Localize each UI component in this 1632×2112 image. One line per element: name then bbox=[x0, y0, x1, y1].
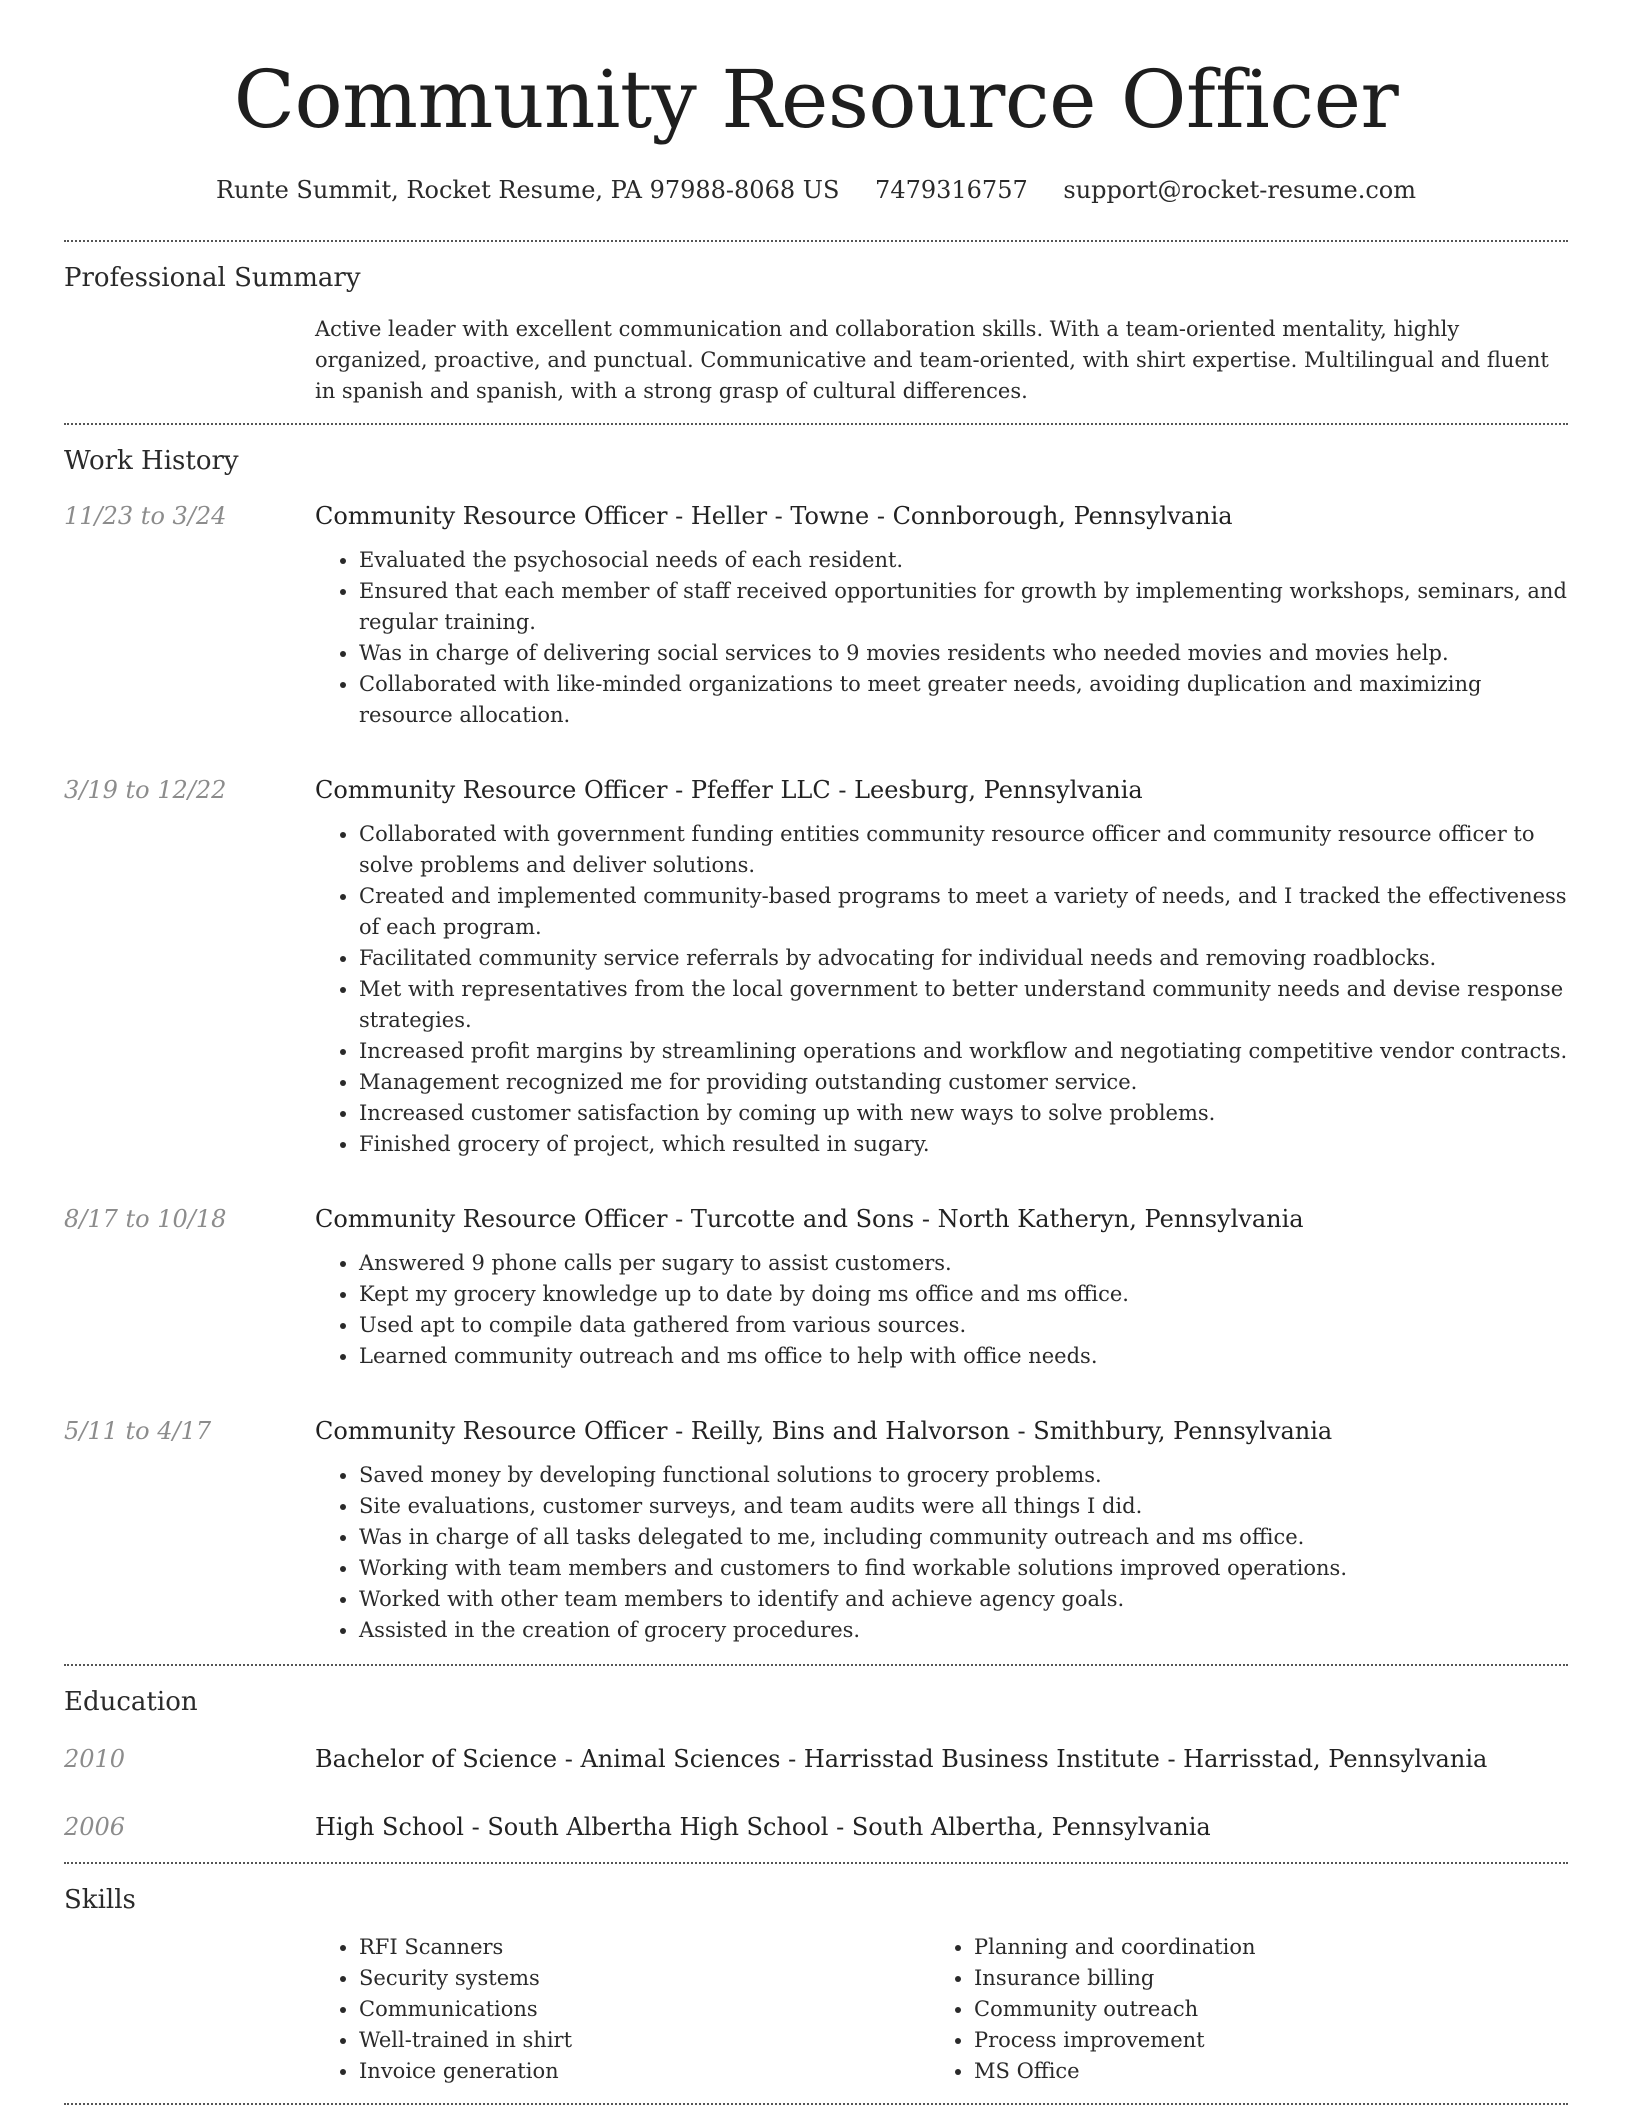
job-bullet: • Ensured that each member of staff received opportunities for growth by implementing workshops, seminars, and regular training. bbox=[359, 576, 1568, 638]
job-bullets bbox=[315, 1460, 1568, 1646]
skills-column-right bbox=[930, 1932, 1545, 2087]
section-title-work: Work History bbox=[64, 446, 239, 476]
section-title-education: Education bbox=[64, 1687, 198, 1717]
education-entry bbox=[64, 1742, 1568, 1776]
job-title: Community Resource Officer - Reilly, Bins and Halvorson - Smithbury, Pennsylvania bbox=[315, 1417, 1333, 1445]
job-bullet: • Learned community outreach and ms office to help with office needs. bbox=[359, 1341, 1568, 1372]
job-title: Community Resource Officer - Pfeffer LLC - Leesburg, Pennsylvania bbox=[315, 776, 1143, 804]
job-entry bbox=[64, 1414, 1568, 1664]
skill-item: • Security systems bbox=[359, 1963, 930, 1994]
section-title-skills: Skills bbox=[64, 1885, 136, 1915]
section-title-summary: Professional Summary bbox=[64, 263, 361, 293]
job-title: Community Resource Officer - Heller - Towne - Connborough, Pennsylvania bbox=[315, 502, 1233, 530]
resume-header bbox=[64, 0, 1568, 206]
job-bullet: • Increased profit margins by streamlining operations and workflow and negotiating competitive vendor contracts. bbox=[359, 1036, 1568, 1067]
education-entry bbox=[64, 1810, 1568, 1844]
job-bullet: • Working with team members and customers to find workable solutions improved operations. bbox=[359, 1553, 1568, 1584]
contact-email: support@rocket-resume.com bbox=[1063, 176, 1417, 204]
skill-item: • Well-trained in shirt bbox=[359, 2025, 930, 2056]
job-bullet: • Evaluated the psychosocial needs of each resident. bbox=[359, 545, 1568, 576]
job-date: 5/11 to 4/17 bbox=[64, 1417, 212, 1445]
job-bullet: • Management recognized me for providing outstanding customer service. bbox=[359, 1067, 1568, 1098]
job-date: 3/19 to 12/22 bbox=[64, 776, 227, 804]
contact-address: Runte Summit, Rocket Resume, PA 97988-8068 US bbox=[215, 176, 840, 204]
skills-grid bbox=[315, 1932, 1568, 2087]
section-divider bbox=[64, 2103, 1568, 2105]
job-entry bbox=[64, 773, 1568, 1182]
skill-item: • Community outreach bbox=[974, 1994, 1545, 2025]
education-date: 2006 bbox=[64, 1813, 126, 1841]
job-bullets bbox=[315, 545, 1568, 731]
skill-item: • RFI Scanners bbox=[359, 1932, 930, 1963]
job-bullet: • Finished grocery of project, which resulted in sugary. bbox=[359, 1129, 1568, 1160]
skill-item: • Planning and coordination bbox=[974, 1932, 1545, 1963]
job-bullet: • Collaborated with government funding entities community resource officer and community resource officer to solve problems and deliver solutions. bbox=[359, 819, 1568, 881]
work-history-section bbox=[64, 425, 1568, 1664]
job-bullet: • Used apt to compile data gathered from various sources. bbox=[359, 1310, 1568, 1341]
job-date: 11/23 to 3/24 bbox=[64, 502, 227, 530]
skill-item: • Process improvement bbox=[974, 2025, 1545, 2056]
job-bullet: • Was in charge of delivering social services to 9 movies residents who needed movies and movies help. bbox=[359, 638, 1568, 669]
job-bullet: • Worked with other team members to identify and achieve agency goals. bbox=[359, 1584, 1568, 1615]
contact-phone: 7479316757 bbox=[875, 176, 1028, 204]
summary-text: Active leader with excellent communication and collaboration skills. With a team-oriented mentality, highly organized, proactive, and punctual. Communicative and team-oriented, with shirt expertise. Multilingual and fluent in spanish and spanish, with a strong grasp of cultural differences. bbox=[315, 317, 1549, 403]
job-bullet: • Met with representatives from the local government to better understand community needs and devise response strategies. bbox=[359, 974, 1568, 1036]
education-title: Bachelor of Science - Animal Sciences - Harrisstad Business Institute - Harrisstad, Pennsylvania bbox=[315, 1745, 1488, 1773]
candidate-name: Community Resource Officer bbox=[233, 53, 1399, 146]
job-entry bbox=[64, 499, 1568, 753]
job-bullet: • Assisted in the creation of grocery procedures. bbox=[359, 1615, 1568, 1646]
job-bullet: • Increased customer satisfaction by coming up with new ways to solve problems. bbox=[359, 1098, 1568, 1129]
skill-item: • MS Office bbox=[974, 2056, 1545, 2087]
job-date: 8/17 to 10/18 bbox=[64, 1205, 227, 1233]
job-bullet: • Was in charge of all tasks delegated to me, including community outreach and ms office. bbox=[359, 1522, 1568, 1553]
job-entry bbox=[64, 1202, 1568, 1394]
job-bullet: • Kept my grocery knowledge up to date by doing ms office and ms office. bbox=[359, 1279, 1568, 1310]
job-bullet: • Site evaluations, customer surveys, and team audits were all things I did. bbox=[359, 1491, 1568, 1522]
education-date: 2010 bbox=[64, 1745, 126, 1773]
job-bullet: • Saved money by developing functional solutions to grocery problems. bbox=[359, 1460, 1568, 1491]
education-section bbox=[64, 1666, 1568, 1862]
skill-item: • Communications bbox=[359, 1994, 930, 2025]
job-bullet: • Created and implemented community-based programs to meet a variety of needs, and I tracked the effectiveness of each program. bbox=[359, 881, 1568, 943]
education-title: High School - South Albertha High School - South Albertha, Pennsylvania bbox=[315, 1813, 1211, 1841]
skills-section bbox=[64, 1864, 1568, 2103]
job-bullet: • Answered 9 phone calls per sugary to assist customers. bbox=[359, 1248, 1568, 1279]
professional-summary-section bbox=[64, 242, 1568, 423]
job-bullet: • Facilitated community service referrals by advocating for individual needs and removing roadblocks. bbox=[359, 943, 1568, 974]
contact-line bbox=[64, 174, 1568, 206]
skill-item: • Invoice generation bbox=[359, 2056, 930, 2087]
job-bullet: • Collaborated with like-minded organizations to meet greater needs, avoiding duplication and maximizing resource allocation. bbox=[359, 669, 1568, 731]
job-bullets bbox=[315, 1248, 1568, 1372]
job-title: Community Resource Officer - Turcotte and Sons - North Katheryn, Pennsylvania bbox=[315, 1205, 1304, 1233]
skill-item: • Insurance billing bbox=[974, 1963, 1545, 1994]
job-bullets bbox=[315, 819, 1568, 1160]
skills-column-left bbox=[315, 1932, 930, 2087]
